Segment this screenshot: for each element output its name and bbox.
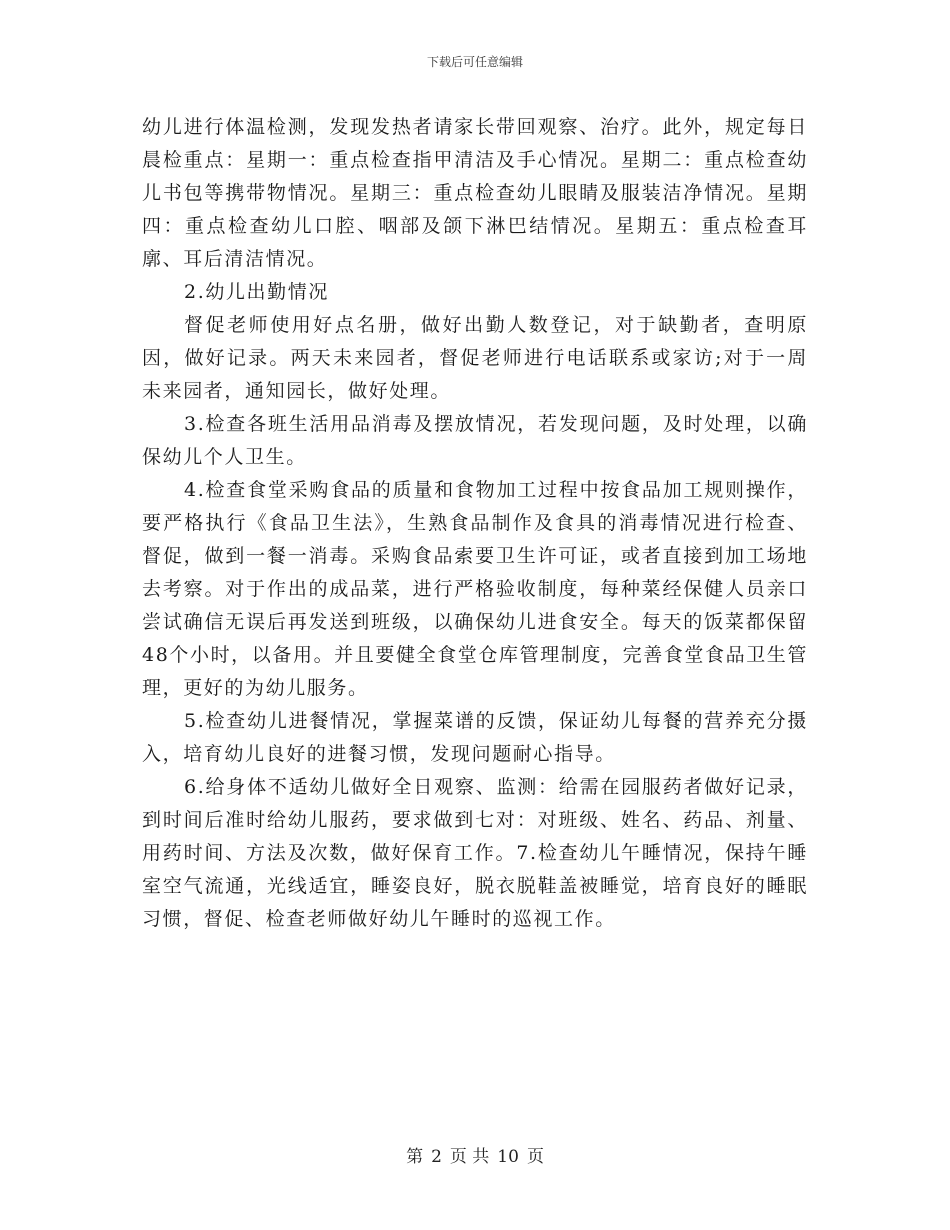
paragraph-attendance: 督促老师使用好点名册，做好出勤人数登记，对于缺勤者，查明原因，做好记录。两天未来园者，督促老师进行电话联系或家访;对于一周未来园者，通知园长，做好处理。 [142, 314, 808, 402]
page-header: 下载后可任意编辑 [426, 55, 523, 69]
paragraph-meal-check: 5.检查幼儿进餐情况，掌握菜谱的反馈，保证幼儿每餐的营养充分摄入，培育幼儿良好的进餐习惯，发现问题耐心指导。 [142, 710, 808, 765]
footer-suffix: 页 [526, 1147, 544, 1167]
document-body [142, 111, 808, 936]
paragraph-morning-check: 幼儿进行体温检测，发现发热者请家长带回观察、治疗。此外，规定每日晨检重点：星期一：重点检查指甲清洁及手心情况。星期二：重点检查幼儿书包等携带物情况。星期三：重点检查幼儿眼睛及服装洁净情况。星期四：重点检查幼儿口腔、咽部及颌下淋巴结情况。星期五：重点检查耳廓、耳后清洁情况。 [142, 116, 808, 270]
paragraph-canteen-inspection: 4.检查食堂采购食品的质量和食物加工过程中按食品加工规则操作，要严格执行《食品卫生法》，生熟食品制作及食具的消毒情况进行检查、督促，做到一餐一消毒。采购食品索要卫生许可证，或者直接到加工场地去考察。对于作出的成品菜，进行严格验收制度，每种菜经保健人员亲口尝试确信无误后再发送到班级，以确保幼儿进食安全。每天的饭菜都保留48个小时，以备用。并且要健全食堂仓库管理制度，完善食堂食品卫生管理，更好的为幼儿服务。 [142, 479, 808, 699]
current-page-number: 2 [431, 1147, 442, 1167]
paragraph-medication-nap: 6.给身体不适幼儿做好全日观察、监测：给需在园服药者做好记录，到时间后准时给幼儿服药，要求做到七对：对班级、姓名、药品、剂量、用药时间、方法及次数，做好保育工作。7.检查幼儿午睡情况，保持午睡室空气流通，光线适宜，睡姿良好，脱衣脱鞋盖被睡觉，培育良好的睡眠习惯，督促、检查老师做好幼儿午睡时的巡视工作。 [142, 776, 808, 930]
page-footer [0, 1146, 950, 1168]
footer-middle: 页 共 [449, 1147, 490, 1167]
heading-attendance: 2.幼儿出勤情况 [184, 281, 329, 303]
total-page-count: 10 [497, 1147, 519, 1167]
footer-prefix: 第 [406, 1147, 424, 1167]
paragraph-supplies-disinfection: 3.检查各班生活用品消毒及摆放情况，若发现问题，及时处理，以确保幼儿个人卫生。 [142, 413, 808, 468]
